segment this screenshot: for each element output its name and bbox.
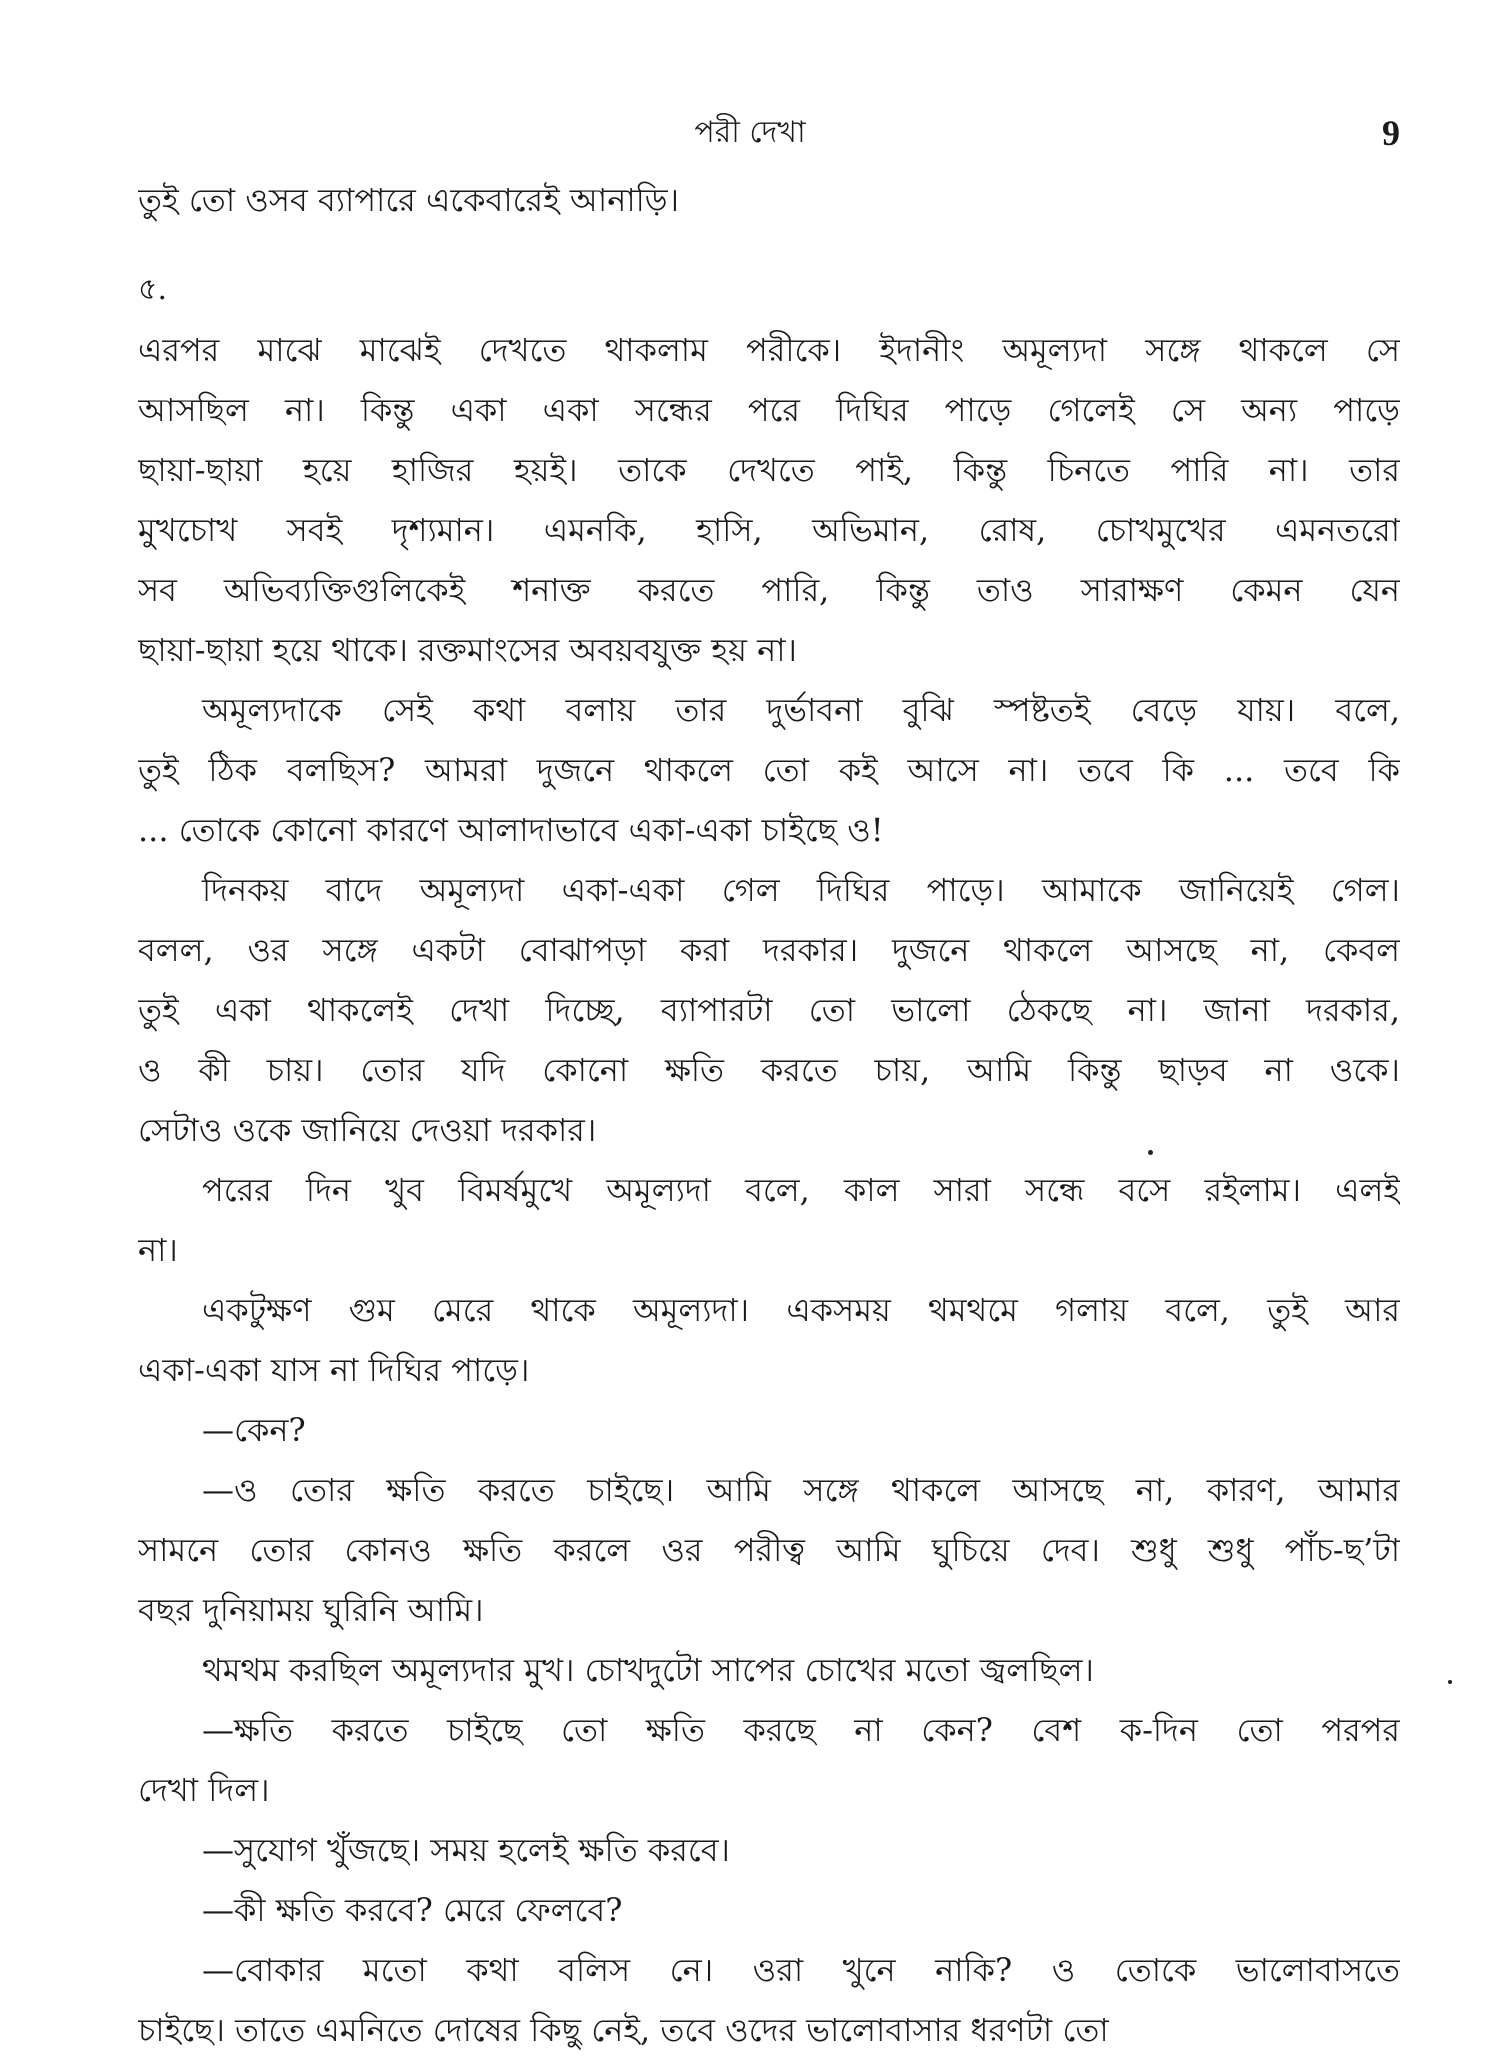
- body-text: [138, 170, 1400, 2060]
- text-line: দেখা দিল।: [138, 1771, 270, 1809]
- text-line: —ও তোর ক্ষতি করতে চাইছে। আমি সঙ্গে থাকলে আসছে না, কারণ, আমার: [202, 1471, 1400, 1509]
- print-speck: [1448, 1680, 1452, 1684]
- text-line: —ক্ষতি করতে চাইছে তো ক্ষতি করছে না কেন? বেশ ক-দিন তো পরপর: [202, 1711, 1400, 1749]
- text-line: —বোকার মতো কথা বলিস নে। ওরা খুনে নাকি? ও তোকে ভালোবাসতে: [202, 1951, 1400, 1989]
- text-line: চাইছে। তাতে এমনিতে দোষের কিছু নেই, তবে ওদের ভালোবাসার ধরণটা তো: [138, 2011, 1109, 2049]
- text-line: একটুক্ষণ গুম মেরে থাকে অমূল্যদা। একসময় থমথমে গলায় বলে, তুই আর: [202, 1291, 1400, 1329]
- text-line: সব অভিব্যক্তিগুলিকেই শনাক্ত করতে পারি, কিন্তু তাও সারাক্ষণ কেমন যেন: [138, 571, 1400, 609]
- text-line: ও কী চায়। তোর যদি কোনো ক্ষতি করতে চায়, আমি কিন্তু ছাড়ব না ওকে।: [138, 1051, 1400, 1089]
- text-line: —কী ক্ষতি করবে? মেরে ফেলবে?: [202, 1891, 623, 1929]
- text-line: মুখচোখ সবই দৃশ্যমান। এমনকি, হাসি, অভিমান, রোষ, চোখমুখের এমনতরো: [138, 511, 1400, 549]
- text-line: একা-একা যাস না দিঘির পাড়ে।: [138, 1351, 530, 1389]
- text-line: বছর দুনিয়াময় ঘুরিনি আমি।: [138, 1591, 484, 1629]
- text-line: তুই একা থাকলেই দেখা দিচ্ছে, ব্যাপারটা তো ভালো ঠেকছে না। জানা দরকার,: [138, 991, 1400, 1029]
- print-speck: [1148, 1150, 1153, 1155]
- text-line: ছায়া-ছায়া হয়ে হাজির হয়ই। তাকে দেখতে পাই, কিন্তু চিনতে পারি না। তার: [138, 451, 1400, 489]
- opening-line: তুই তো ওসব ব্যাপারে একেবারেই আনাড়ি।: [138, 181, 680, 219]
- section-number: ৫.: [138, 272, 168, 307]
- paragraphs: [138, 320, 1400, 2060]
- text-line: না।: [138, 1231, 178, 1269]
- text-line: দিনকয় বাদে অমূল্যদা একা-একা গেল দিঘির পাড়ে। আমাকে জানিয়েই গেল।: [202, 871, 1400, 909]
- section-gap: [138, 230, 1400, 260]
- page-number: 9: [1382, 113, 1400, 153]
- text-line: সেটাও ওকে জানিয়ে দেওয়া দরকার।: [138, 1111, 597, 1149]
- text-line: আসছিল না। কিন্তু একা একা সন্ধের পরে দিঘির পাড়ে গেলেই সে অন্য পাড়ে: [138, 391, 1400, 429]
- text-line: এরপর মাঝে মাঝেই দেখতে থাকলাম পরীকে। ইদানীং অমূল্যদা সঙ্গে থাকলে সে: [138, 331, 1400, 369]
- text-line: —সুযোগ খুঁজছে। সময় হলেই ক্ষতি করবে।: [202, 1831, 730, 1869]
- running-title: পরী দেখা: [694, 115, 806, 150]
- text-line: পরের দিন খুব বিমর্ষমুখে অমূল্যদা বলে, কাল সারা সন্ধে বসে রইলাম। এলই: [202, 1171, 1400, 1209]
- text-line: —কেন?: [202, 1411, 306, 1449]
- text-line: ... তোকে কোনো কারণে আলাদাভাবে একা-একা চাইছে ও!: [138, 811, 884, 849]
- text-line: বলল, ওর সঙ্গে একটা বোঝাপড়া করা দরকার। দুজনে থাকলে আসছে না, কেবল: [138, 931, 1400, 969]
- text-line: ছায়া-ছায়া হয়ে থাকে। রক্তমাংসের অবয়বযুক্ত হয় না।: [138, 631, 797, 669]
- running-header: [0, 108, 1500, 158]
- text-line: থমথম করছিল অমূল্যদার মুখ। চোখদুটো সাপের চোখের মতো জ্বলছিল।: [202, 1651, 1094, 1689]
- text-line: তুই ঠিক বলছিস? আমরা দুজনে থাকলে তো কই আসে না। তবে কি ... তবে কি: [138, 751, 1400, 789]
- text-line: অমূল্যদাকে সেই কথা বলায় তার দুর্ভাবনা বুঝি স্পষ্টতই বেড়ে যায়। বলে,: [202, 691, 1400, 729]
- text-line: সামনে তোর কোনও ক্ষতি করলে ওর পরীত্ব আমি ঘুচিয়ে দেব। শুধু শুধু পাঁচ-ছ’টা: [138, 1531, 1400, 1569]
